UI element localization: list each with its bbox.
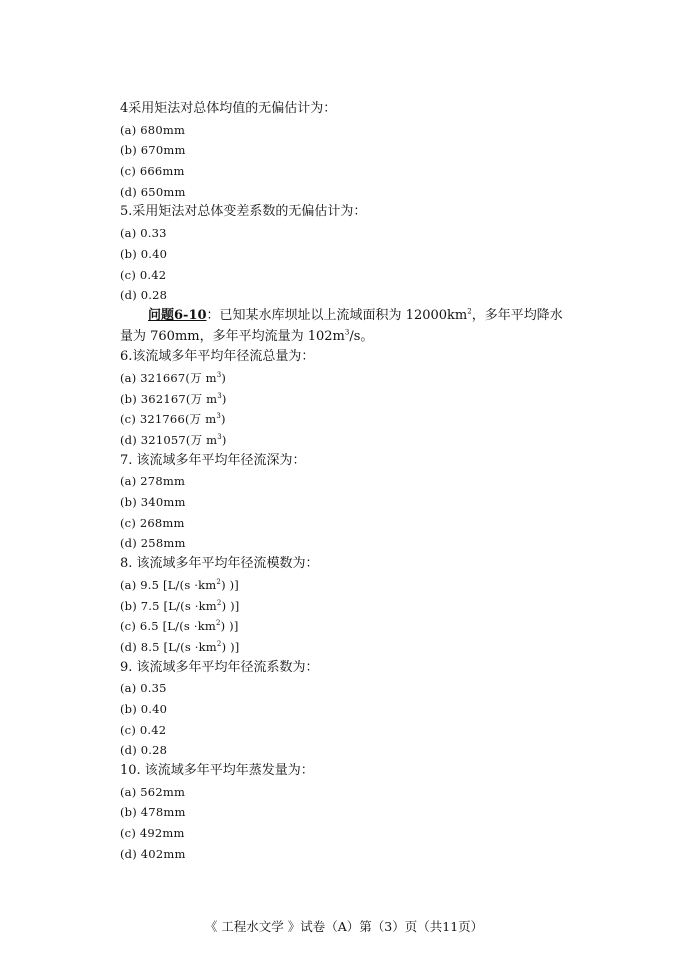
question-10-option-b: (b) 478mm — [120, 805, 186, 820]
problem-superscript-2: 3 — [344, 328, 350, 337]
page-footer: 《 工程水文学 》试卷（A）第（3）页（共11页） — [204, 919, 484, 934]
question-4-stem: 4采用矩法对总体均值的无偏估计为： — [120, 101, 337, 116]
unit-close: ) — [221, 370, 227, 385]
question-9-option-a: (a) 0.35 — [120, 681, 167, 696]
problem-title: 问题6-10 — [148, 307, 207, 323]
problem-intro — [120, 306, 575, 347]
question-7-option-b: (b) 340mm — [120, 495, 186, 510]
option-text: (c) 6.5 [L/(s ·km — [120, 619, 216, 634]
unit-close: ) )] — [220, 619, 239, 634]
question-8-option-c — [120, 616, 580, 637]
question-7-option-a: (a) 278mm — [120, 474, 186, 489]
question-7-option-c: (c) 268mm — [120, 515, 185, 530]
unit-close: ) )] — [221, 598, 240, 613]
exam-page-content — [120, 99, 580, 864]
question-10-option-d: (d) 402mm — [120, 846, 186, 861]
problem-text-part-3: /s。 — [349, 328, 374, 344]
unit-close: ) — [221, 391, 227, 406]
question-8-option-d — [120, 637, 580, 658]
question-5-stem: 5.采用矩法对总体变差系数的无偏估计为： — [120, 204, 367, 220]
question-6-option-b — [120, 389, 580, 410]
question-8-option-a — [120, 575, 580, 596]
unit-superscript: 2 — [216, 578, 222, 587]
question-10-option-a: (a) 562mm — [120, 784, 186, 799]
question-5-option-d: (d) 0.28 — [120, 288, 168, 303]
question-9-option-d: (d) 0.28 — [120, 743, 168, 758]
question-6-option-a — [120, 368, 580, 389]
question-4-option-c: (c) 666mm — [120, 164, 185, 179]
question-6-option-c — [120, 409, 580, 430]
question-9-option-b: (b) 0.40 — [120, 701, 168, 716]
question-5-option-c: (c) 0.42 — [120, 267, 167, 282]
unit-close: ) — [221, 433, 227, 448]
option-text: (b) 7.5 [L/(s ·km — [120, 598, 217, 613]
question-9-stem: 9. 该流域多年平均年径流系数为： — [120, 659, 319, 675]
question-5-option-b: (b) 0.40 — [120, 246, 168, 261]
question-5-option-a: (a) 0.33 — [120, 226, 167, 241]
unit-superscript: 2 — [216, 598, 222, 607]
option-text: (d) 321057(万 m — [120, 433, 218, 448]
question-6-stem: 6.该流域多年平均年径流总量为： — [120, 349, 315, 365]
question-4-option-b: (b) 670mm — [120, 143, 186, 158]
option-text: (b) 362167(万 m — [120, 391, 218, 406]
question-4-option-d: (d) 650mm — [120, 184, 186, 199]
question-8-option-b — [120, 596, 580, 617]
unit-close: ) )] — [221, 577, 239, 592]
problem-text-part-2: ，多年平均降水量为 760mm，多年平均流量为 102m — [120, 307, 563, 344]
unit-superscript: 2 — [216, 640, 222, 649]
question-7-option-d: (d) 258mm — [120, 536, 186, 551]
option-text: (a) 9.5 [L/(s ·km — [120, 577, 217, 592]
problem-superscript-1: 2 — [467, 307, 472, 316]
unit-superscript: 2 — [215, 619, 221, 628]
unit-close: ) — [220, 412, 226, 427]
question-8-stem: 8. 该流域多年平均年径流模数为： — [120, 556, 319, 572]
question-4-option-a: (a) 680mm — [120, 122, 186, 137]
unit-superscript: 3 — [217, 433, 222, 442]
unit-superscript: 3 — [216, 371, 222, 380]
option-text: (d) 8.5 [L/(s ·km — [120, 639, 217, 654]
unit-superscript: 3 — [217, 391, 222, 400]
question-6-option-d — [120, 430, 580, 451]
option-text: (c) 321766(万 m — [120, 412, 217, 427]
unit-superscript: 3 — [216, 412, 221, 421]
question-10-stem: 10. 该流域多年平均年蒸发量为： — [120, 763, 314, 779]
question-7-stem: 7. 该流域多年平均年径流深为： — [120, 452, 306, 468]
question-10-option-c: (c) 492mm — [120, 826, 185, 841]
question-9-option-c: (c) 0.42 — [120, 722, 167, 737]
problem-text-part-1: ：已知某水库坝址以上流域面积为 12000km — [206, 307, 468, 323]
unit-close: ) )] — [221, 639, 240, 654]
option-text: (a) 321667(万 m — [120, 370, 217, 385]
